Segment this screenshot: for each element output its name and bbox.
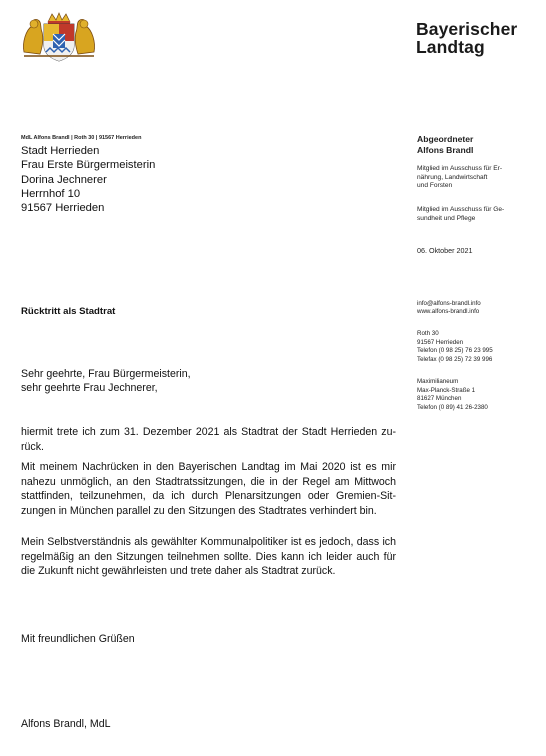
letter-date: 06. Oktober 2021	[417, 246, 473, 255]
recipient-line: 91567 Herrieden	[21, 202, 105, 215]
sidebar-office-herrieden	[417, 330, 542, 364]
recipient-line: Herrnhof 10	[21, 187, 81, 200]
sidebar-contact-online	[417, 300, 542, 316]
committee-line: nährung, Landwirtschaft	[417, 173, 488, 181]
letter-subject: Rücktritt als Stadtrat	[21, 306, 116, 317]
recipient-line: Dorina Jechnerer	[21, 173, 107, 186]
brand-line-2: Landtag	[416, 37, 485, 57]
office-line: 91567 Herrieden	[417, 338, 464, 346]
recipient-line: Stadt Herrieden	[21, 145, 100, 157]
office-line: Maximilianeum	[417, 378, 459, 385]
sender-return-line: MdL Alfons Brandl | Roth 30 | 91567 Herrieden	[21, 135, 142, 141]
office-line: Telefon (0 89) 41 26-2380	[417, 403, 488, 411]
sidebar-name: Alfons Brandl	[417, 144, 474, 155]
office-line: Telefax (0 98 25) 72 39 996	[417, 355, 493, 363]
committee-line: Mitglied im Ausschuss für Er-	[417, 165, 503, 172]
recipient-line: Frau Erste Bürgermeisterin	[21, 159, 156, 172]
sidebar-committee-1	[417, 165, 542, 191]
paragraph-1: hiermit trete ich zum 31. Dezember 2021 als Stadtrat der Stadt Herrieden zu-rück.	[21, 426, 396, 453]
website-link[interactable]: www.alfons-brandl.info	[417, 308, 480, 316]
recipient-address	[21, 144, 155, 215]
email-link[interactable]: info@alfons-brandl.info	[417, 300, 481, 307]
committee-line: Mitglied im Ausschuss für Ge-	[417, 206, 505, 213]
office-line: Roth 30	[417, 330, 439, 337]
committee-line: sundheit und Pflege	[417, 214, 476, 222]
salutation-line: sehr geehrte Frau Jechnerer,	[21, 382, 158, 395]
signature: Alfons Brandl, MdL	[21, 718, 111, 730]
salutation	[21, 367, 191, 396]
brand-logo-text	[416, 20, 517, 56]
brand-line-1: Bayerischer	[416, 19, 518, 39]
sidebar-title-line: Abgeordneter	[417, 134, 474, 144]
committee-line: und Forsten	[417, 182, 453, 190]
sidebar-office-muenchen	[417, 378, 542, 412]
bavarian-coat-of-arms-icon	[20, 12, 98, 62]
sidebar-title	[417, 134, 542, 155]
salutation-line: Sehr geehrte, Frau Bürgermeisterin,	[21, 368, 191, 380]
closing: Mit freundlichen Grüßen	[21, 633, 135, 645]
paragraph-2: Mit meinem Nachrücken in den Bayerischen Landtag im Mai 2020 ist es mir nahezu unmöglich, an den Stadtratssitzungen, die in der Regel am Mittwoch stattfinden, teilzunehmen, da ich durch Plenarsitzungen oder Gremien-Sit-zungen in München parallel zu den Sitzungen des Stadtrates verhindert bin.	[21, 461, 396, 517]
office-line: Max-Planck-Straße 1	[417, 386, 476, 394]
office-line: 81627 München	[417, 395, 462, 403]
office-line: Telefon (0 98 25) 76 23 995	[417, 347, 493, 355]
sidebar-committee-2	[417, 206, 542, 223]
paragraph-3: Mein Selbstverständnis als gewählter Kommunalpolitiker ist es jedoch, dass ich regelmäßig an den Sitzungen teilnehmen sollte. Dies kann ich leider auch für die Zukunft nicht gewährleisten und trete daher als Stadtrat zurück.	[21, 536, 396, 578]
